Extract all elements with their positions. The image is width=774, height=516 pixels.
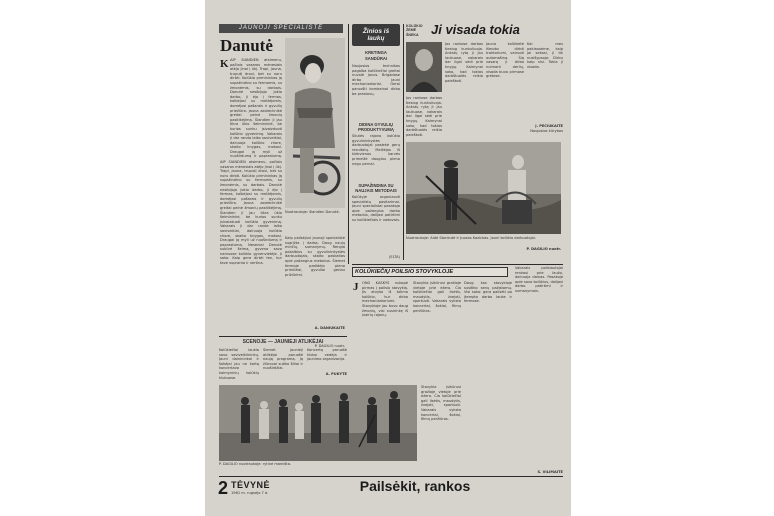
newspaper-page (205, 0, 571, 516)
section-rule (219, 336, 347, 337)
article-author: A. DANIŪKAITĖ (314, 326, 345, 330)
poilsio-dropcap: J (353, 281, 359, 293)
article-title: Danutė (220, 36, 273, 55)
article-body-continued: AIP ŠIANDIEN atsimenu, pačiais vasaros mėnesiais atėjo jinai į ūkį. Trapi, jauna, truputį drovi, bet su noru dirbti. Kolūkio pirmininkas ją supažindino su fermomis, su žmonėmis, su darbais. Danutė nesibijojo jokio darbo, ji ėjo į fermas, kalbėjosi su melžėjomis, domėjosi pašarais ir gyvulių priežiūra. Jauna zootechnikė greitai pelnė žmonių pasitikėjimą. Šiandien ji jau tikra ūkio šeimininkė, be kurios sunku įsivaizduoti kolūkio gyvenimą. Vakarais ji dar randa laiko saviveiklai, dainuoja kolūkio chore, skaito knygas, mokosi. Draugai ją myli už nuoširdumą ir paprastumą. Neseniai Danutė sukūrė šeimą, gyvena savo namuose kolūkio gyvenvietėje. Ji sako: Kaip gera dirbti ten, kur tave supranta ir vertina. (220, 160, 282, 266)
poilsio-col-2: Stovykla įsikūrusi gražioje vietoje prie ežero. Čia kolūkiečiai gali ilsėtis, maudytis, žvejoti, sportuoti. Vakarais vyksta koncertai, šokiai, filmų peržiūros. (413, 281, 461, 313)
column-rule (348, 24, 349, 264)
scenoje-author: A. PUKYTĖ (325, 372, 347, 376)
poilsio-col-2b: Stovykla įsikūrusi gražioje vietoje prie ežero. Čia kolūkiečiai gali ilsėtis, maudytis, žvejoti, sportuoti. Vakarais vyksta koncertai, šokiai, filmų peržiūros. (421, 385, 461, 422)
right-kicker: KOLŪKIO ŽEMĖ ŠNEKA (406, 24, 423, 37)
page-number: 2 (218, 478, 229, 498)
right-col-2: Jauna kolūkietė išmoko dirbti traktoriumi, vairuoti automašiną. Šią vasarą ji dirbo nuimant derlių, visada buvo pirmose gretose. (486, 42, 524, 79)
poilsio-col-1: ONG KAŠKYS nukopė pirmas į poilsio stovyklą. Jis atvyko iš tolimo kolūkio, kur dirba mechanizatoriumi. Stovykloje jau buvo daug žmonių, visi susirinkę iš įvairių rajonų. (362, 281, 408, 318)
right-author: J. PEČIŪKAITĖ (535, 124, 563, 128)
right-title: Ji visada tokia (431, 22, 520, 37)
article-second-column: Kaip pailsėjusi jaunoji specialistė sugrįžta į darbą. Daug naujų minčių, sumanymų. Rengia pokalbius su gyvulininkystės darbuotojais, skaito paskaitas apie pažangius metodus. Šiemet fermoje padidėjo pieno primilžiai, gyvuliai geriau prižiūrimi. (285, 236, 345, 277)
mid-body-1: Naujosios technikos pagalba kolūkiečiai greitai nuvalė javus. Brigadose dirbo jauni mechanizatoriai. Gerai paruošti kombainai dirbo be prastovų. (352, 64, 400, 96)
poilsio-title: KOLŪKIEČIŲ POILSIO STOVYKLOJE (352, 267, 508, 277)
mid-kicker-sub: SANDŪRAI (364, 56, 388, 61)
right-author-note: Naujosios kūrybos (530, 129, 563, 133)
scenoje-col2: Šiemet jaunieji atlikėjai paruošė naują programą. Ją žiūrovai sutiko šiltai ir nuoširdžiai. (263, 348, 303, 371)
bottom-headline: Pailsėkit, rankos (359, 478, 471, 494)
section-rule-2 (352, 264, 563, 265)
group-photo-caption: P. DAGILIO nuotraukoje: rytinė mankšta. (219, 462, 292, 466)
right-col-1: Jos rankose darbas tiesiog kunkuliuoja. Ankstų rytą ji jau laukuose, vakarais dar ilgai sėdi prie knygų. Kaimynai sako, kad tokios darbštuolės reikia paieškoti. (445, 42, 483, 83)
bottom-rule (219, 476, 563, 477)
photo-credit: P. DAGILIO nuotr. (314, 344, 345, 348)
news-logo-text: Žinios iš laukų (362, 28, 390, 42)
mid-subheading-2: DIDINA GYVULIŲ PRODUKTYVUMĄ (358, 122, 394, 132)
danute-photo (285, 38, 345, 208)
scenoje-col3: Koncertą paruošė klubo vedėja ir jaunimo organizacija. (307, 348, 347, 362)
drop-cap: K (220, 58, 229, 70)
field-photo-caption: Nuotraukoje: Aldė Stonkutė ir Juozas Kazickas. Jauni kolūkio darbuotojai. (406, 236, 536, 240)
right-col-1b: Jos rankose darbas tiesiog kunkuliuoja. Ankstų rytą ji jau laukuose, vakarais dar ilgai sėdi prie knygų. Kaimynai sako, kad tokios darbštuolės reikia paieškoti. (406, 96, 442, 137)
mid-body-2: Šilutės rajono kolūkio gyvulininkystės darbuotojai pasiekė gerų rezultatų. Melžėjos iš kiekvienos karvės primelžė daugiau pieno negu pernai. (352, 134, 400, 166)
field-photo-credit: P. DAGILIO nuotr. (526, 247, 561, 251)
column-rule-2 (403, 24, 404, 260)
portrait-photo (406, 42, 442, 92)
poilsio-col-3: Daug kas stovykloje susitiko senų pažįstamų. Visi sako: gera pailsėti po įtempto darbo lauke ir fermose. (464, 281, 512, 304)
mid-body-3: Kolūkyje organizuoti specialistų pasitarimai. Jauni specialistai pasakoja apie pažangius darbo metodus, dalijasi patirtimi su kolūkiečiais ir vadovais. (352, 195, 400, 222)
mid-author: (ELTA) (389, 255, 400, 259)
scenoje-title: SCENOJE — JAUNIEJI ATLIKĖJAI (242, 339, 324, 345)
poilsio-col-4: Vakarais poilsiautojai renkasi prie laužo, dainuoja dainas. Pasakoja apie savo kolūkius, dalijasi darbo patirtimi ir sumanymais. (515, 266, 563, 293)
article-body: AIP ŠIANDIEN atsimenu, pačiais vasaros mėnesiais atėjo jinai į ūkį. Trapi, jauna, truputį drovi, bet su noru dirbti. Kolūkio pirmininkas ją supažindino su fermomis, su žmonėmis, su darbais. Danutė nesibijojo jokio darbo, ji ėjo į fermas, kalbėjosi su melžėjomis, domėjosi pašarais ir gyvulių priežiūra. Jauna zootechnikė greitai pelnė žmonių pasitikėjimą. Šiandien ji jau tikra ūkio šeimininkė, be kurios sunku įsivaizduoti kolūkio gyvenimą. Vakarais ji dar randa laiko saviveiklai, dainuoja kolūkio chore, skaito knygas, mokosi. Draugai ją myli už nuoširdumą ir paprastumą. (230, 58, 282, 158)
group-photo (219, 385, 417, 461)
section-banner: JAUNOJI SPECIALISTĖ (219, 24, 343, 33)
right-col-3: Kai mes paklausėme, kaip jai sekasi, ji tik nusišypsojo: Dirbu kaip visi. Tokia ji visada. (527, 42, 563, 69)
field-workers-photo (406, 142, 561, 234)
mid-kicker: KRETINGA (365, 50, 387, 55)
scenoje-col1: Kolūkiečiai laukia savo saviveiklininkų. Jauni dainininkai ir šokėjai jau ne kartą koncertavo kaimyninių kolūkių klubuose. (219, 348, 259, 380)
footer-date: 1961 m. rugsėjo 7 d. (231, 491, 269, 495)
photo-caption: Nuotraukoje: šiandien Danutė. (285, 210, 340, 214)
paper-name: TĖVYNĖ (231, 480, 271, 490)
poilsio-author: S. VILIMAITĖ (537, 470, 563, 474)
news-logo (352, 24, 400, 46)
mid-subheading-3: SUPAŽINDINA SU NAUJAIS METODAIS (355, 183, 397, 193)
